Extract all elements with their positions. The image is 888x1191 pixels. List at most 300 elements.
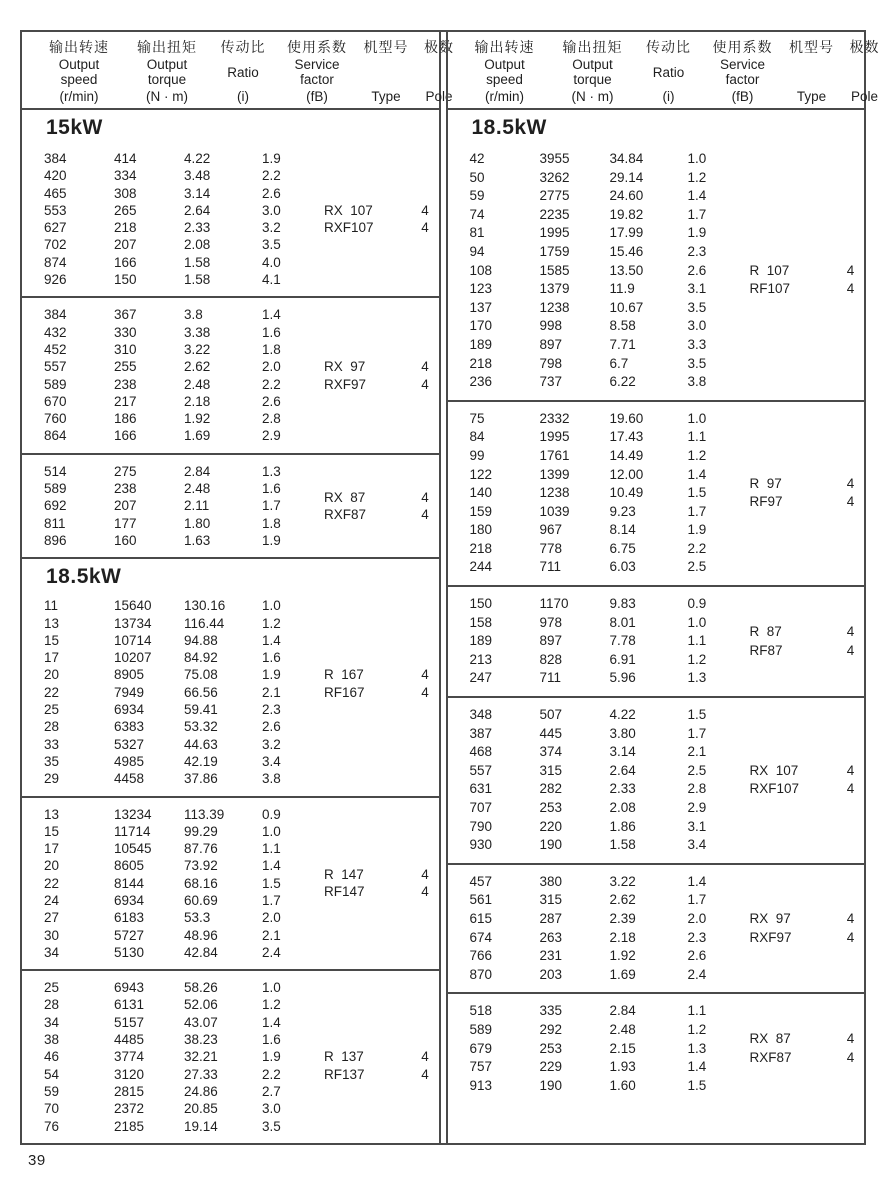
cell-ratio: 52.06 [184,997,218,1013]
cell-ratio: 3.14 [184,185,211,201]
table-row [22,341,439,358]
cell-service-factor: 1.0 [687,614,707,630]
cell-output-speed: 218 [469,355,493,371]
table-row [22,427,439,444]
cell-service-factor: 1.0 [687,151,707,166]
table-row [448,540,865,559]
cell-output-torque: 5727 [114,927,145,943]
cell-service-factor: 1.3 [262,463,281,479]
cell-type: RF147 [324,884,365,900]
cell-output-speed: 760 [44,411,67,427]
cell-service-factor: 1.9 [262,151,281,166]
cell-output-speed: 384 [44,307,67,323]
cell-output-torque: 1170 [539,596,569,612]
cell-output-torque: 11714 [114,823,151,839]
cell-ratio: 5.96 [609,670,636,686]
table-row [448,873,865,892]
type-line [324,1066,440,1083]
cell-pole: 4 [846,1049,855,1065]
cell-output-speed: 170 [469,318,493,334]
type-line [324,489,440,506]
table-row [448,1002,865,1021]
cell-output-speed: 561 [469,892,493,908]
cell-ratio: 8.14 [609,522,636,538]
cell-output-speed: 702 [44,237,67,253]
cell-ratio: 53.3 [184,910,211,926]
cell-ratio: 2.33 [609,781,636,797]
cell-pole: 4 [421,1049,429,1065]
cell-output-speed: 150 [469,596,493,612]
type-line [750,1030,866,1049]
header-label-en: Type [796,89,827,104]
cell-ratio: 42.84 [184,944,218,960]
cell-type: RX 87 [324,489,366,505]
cell-ratio: 1.69 [609,966,636,982]
type-line [324,1048,440,1065]
cell-service-factor: 2.4 [262,944,281,960]
type-line [324,202,440,219]
cell-ratio: 66.56 [184,684,218,700]
cell-service-factor: 2.2 [262,376,281,392]
cell-service-factor: 1.5 [262,875,281,891]
header-unit: (r/min) [59,89,99,104]
cell-output-torque: 166 [114,254,137,270]
cell-type: RXF87 [749,1049,792,1065]
cell-ratio: 4.22 [184,151,211,166]
cell-ratio: 3.14 [609,744,636,760]
table-row [22,1014,439,1031]
table-row [448,595,865,614]
cell-output-speed: 247 [469,670,493,686]
cell-service-factor: 1.7 [262,498,281,514]
header-unit: (N · m) [571,89,614,104]
header-label-zh: 极数 [424,39,454,55]
cell-pole: 4 [421,359,429,375]
cell-output-speed: 468 [469,744,493,760]
cell-ratio: 2.48 [609,1021,636,1037]
cell-output-torque: 253 [539,800,563,815]
cell-output-torque: 6943 [114,980,145,996]
cell-output-torque: 10207 [114,650,152,666]
cell-service-factor: 2.3 [687,243,707,259]
table-row [448,669,865,688]
table-row [22,770,439,787]
cell-service-factor: 1.1 [687,429,707,445]
cell-ratio: 1.69 [184,428,211,444]
table-row [448,243,865,262]
type-line [750,762,866,781]
table-row [448,947,865,966]
cell-ratio: 11.9 [609,281,635,297]
page-number: 39 [28,1152,46,1169]
cell-output-speed: 874 [44,254,67,270]
cell-output-speed: 15 [44,632,60,648]
cell-output-speed: 34 [44,944,60,960]
header-label-en [712,57,774,87]
header-label-en [227,57,259,87]
cell-ratio: 130.16 [184,598,226,614]
cell-output-torque: 8605 [114,858,145,874]
cell-ratio: 3.22 [609,873,636,889]
table-group [448,585,865,696]
table-row [448,558,865,577]
cell-output-torque: 828 [539,651,563,667]
header-column [278,38,356,106]
cell-output-speed: 15 [44,823,60,839]
cell-service-factor: 2.0 [687,910,707,926]
cell-ratio: 29.14 [609,169,644,185]
cell-service-factor: 0.9 [687,596,707,612]
table-row [448,836,865,855]
cell-output-torque: 330 [114,324,137,340]
cell-output-torque: 282 [539,781,563,797]
cell-type: R 137 [324,1049,364,1065]
type-line [750,929,866,948]
cell-ratio: 32.21 [184,1049,218,1065]
header-label-en-text: Service factor [294,57,340,87]
table-row [448,1077,865,1096]
cell-pole: 4 [846,781,855,797]
cell-output-speed: 28 [44,719,60,735]
cell-pole: 4 [421,884,429,900]
cell-output-torque: 10545 [114,841,152,857]
header-label-en: Pole [425,89,453,104]
cell-service-factor: 3.0 [687,318,707,334]
cell-ratio: 2.18 [609,929,636,945]
cell-output-torque: 335 [539,1003,563,1019]
cell-output-torque: 967 [539,522,563,538]
header-label-zh: 输出转速 [474,39,535,55]
type-line [750,623,866,642]
section-heading: 15kW [46,116,103,139]
cell-ratio: 2.62 [609,892,636,908]
cell-ratio: 1.92 [184,411,211,427]
table-group [448,992,865,1103]
table-row [22,944,439,961]
cell-output-speed: 22 [44,875,60,891]
cell-output-speed: 627 [44,220,67,236]
cell-service-factor: 3.1 [687,818,707,834]
cell-output-torque: 1761 [539,447,570,463]
cell-output-torque: 2372 [114,1101,145,1117]
cell-service-factor: 1.0 [262,823,281,839]
table-row [22,597,439,614]
cell-output-torque: 166 [114,428,137,444]
cell-ratio: 116.44 [184,615,225,631]
table-row [448,891,865,910]
header-label-en [474,57,536,87]
cell-type: R 147 [324,867,364,883]
cell-output-speed: 29 [44,771,60,787]
cell-service-factor: 1.6 [262,650,281,666]
cell-pole: 4 [846,475,855,491]
cell-ratio: 4.22 [609,707,636,723]
cell-output-torque: 507 [539,707,563,723]
cell-output-torque: 190 [539,837,563,853]
cell-ratio: 2.84 [609,1003,636,1019]
cell-service-factor: 3.1 [687,281,707,297]
table-group [448,142,865,400]
cell-ratio: 19.14 [184,1118,218,1134]
cell-service-factor: 3.0 [262,1101,281,1117]
cell-output-speed: 670 [44,393,67,409]
cell-service-factor: 3.5 [262,237,281,253]
cell-output-torque: 4485 [114,1032,145,1048]
cell-service-factor: 1.2 [262,997,281,1013]
cell-output-torque: 8905 [114,667,145,683]
cell-pole: 4 [421,202,429,218]
table-row [448,818,865,837]
type-block [324,666,440,701]
cell-service-factor: 1.5 [687,1077,707,1093]
cell-output-speed: 94 [469,243,485,259]
cell-output-torque: 265 [114,202,137,218]
header-label-en-text: Output speed [58,57,100,87]
cell-output-speed: 896 [44,532,67,548]
cell-service-factor: 0.9 [262,806,281,822]
cell-service-factor: 3.5 [262,1118,281,1134]
type-block [324,358,440,393]
cell-output-speed: 870 [469,966,493,982]
cell-service-factor: 2.1 [262,684,281,700]
type-line [750,1049,866,1068]
table-row [22,1118,439,1135]
header-label-zh: 传动比 [220,39,266,55]
cell-ratio: 20.85 [184,1101,218,1117]
cell-output-torque: 310 [114,341,137,357]
spec-table-right-half [446,32,880,1143]
cell-ratio: 9.83 [609,596,636,612]
table-row [22,271,439,288]
table-row [22,840,439,857]
cell-output-speed: 123 [469,281,493,297]
header-unit: (r/min) [485,89,524,104]
cell-ratio: 2.11 [184,498,210,514]
cell-output-torque: 1238 [539,485,570,501]
cell-output-torque: 238 [114,376,137,392]
cell-service-factor: 3.2 [262,736,281,752]
type-block [324,489,440,524]
cell-output-torque: 3955 [539,151,570,166]
cell-output-torque: 374 [539,744,563,760]
cell-output-speed: 13 [44,806,60,822]
cell-ratio: 2.48 [184,376,211,392]
header-column [552,38,634,106]
header-column [356,38,416,106]
type-line [750,493,866,512]
cell-output-speed: 811 [44,515,66,531]
cell-pole: 4 [421,376,429,392]
cell-service-factor: 1.2 [687,447,707,463]
cell-output-torque: 10714 [114,632,152,648]
cell-type: R 97 [749,475,782,491]
cell-output-torque: 207 [114,237,137,253]
type-line [750,910,866,929]
cell-output-torque: 1759 [539,243,570,259]
cell-output-torque: 1238 [539,299,570,315]
cell-ratio: 1.58 [609,837,636,853]
cell-service-factor: 1.9 [262,532,281,548]
cell-output-speed: 189 [469,633,493,649]
cell-service-factor: 4.0 [262,254,281,270]
cell-output-speed: 84 [469,429,485,445]
table-group [448,696,865,863]
cell-service-factor: 1.0 [262,980,281,996]
cell-ratio: 42.19 [184,753,218,769]
cell-service-factor: 1.8 [262,341,281,357]
cell-output-torque: 315 [539,762,563,778]
cell-output-speed: 913 [469,1077,493,1093]
cell-output-speed: 679 [469,1040,493,1056]
type-block [750,623,866,660]
header-label-zh: 极数 [849,39,880,55]
type-line [324,666,440,683]
table-row [22,236,439,253]
cell-ratio: 17.43 [609,429,644,445]
cell-output-speed: 108 [469,262,493,278]
cell-output-speed: 22 [44,684,60,700]
table-body-left [22,110,439,1143]
cell-ratio: 7.78 [609,633,636,649]
table-group [22,969,439,1143]
cell-service-factor: 3.4 [262,753,281,769]
cell-ratio: 1.92 [609,948,636,964]
cell-pole: 4 [846,929,855,945]
cell-service-factor: 2.6 [687,948,707,964]
table-row [22,701,439,718]
cell-service-factor: 1.9 [687,225,707,241]
cell-ratio: 2.15 [609,1040,636,1056]
type-line [324,684,440,701]
header-label-en-text: Output torque [146,57,188,87]
cell-output-torque: 218 [114,220,137,236]
cell-output-speed: 420 [44,168,67,184]
cell-output-speed: 70 [44,1101,60,1117]
cell-service-factor: 2.8 [262,411,281,427]
cell-type: RX 107 [324,202,373,218]
cell-service-factor: 2.1 [262,927,281,943]
cell-output-torque: 13234 [114,806,152,822]
cell-ratio: 113.39 [184,806,225,822]
cell-pole: 4 [846,642,855,658]
cell-ratio: 13.50 [609,262,644,278]
cell-ratio: 15.46 [609,243,644,259]
cell-service-factor: 1.4 [687,1059,707,1075]
table-row [22,615,439,632]
cell-service-factor: 2.7 [262,1083,281,1099]
cell-output-torque: 6934 [114,702,145,718]
cell-ratio: 6.75 [609,540,636,556]
header-label-zh: 使用系数 [712,39,773,55]
cell-output-torque: 150 [114,272,137,288]
table-row [448,224,865,243]
cell-type: RF167 [324,684,365,700]
cell-output-speed: 514 [44,463,67,479]
header-label-zh: 传动比 [646,39,691,55]
cell-ratio: 6.91 [609,651,636,667]
header-label-en [286,57,348,87]
cell-output-torque: 229 [539,1059,563,1075]
cell-pole: 4 [421,867,429,883]
cell-ratio: 24.60 [609,188,644,204]
cell-ratio: 73.92 [184,858,218,874]
cell-ratio: 34.84 [609,151,644,166]
table-row [448,206,865,225]
header-unit: (i) [662,89,675,104]
cell-output-torque: 998 [539,318,563,334]
cell-output-torque: 253 [539,1040,563,1056]
cell-ratio: 14.49 [609,447,644,463]
cell-output-speed: 30 [44,927,60,943]
cell-output-torque: 5327 [114,736,145,752]
table-row [448,966,865,985]
cell-output-speed: 518 [469,1003,493,1019]
cell-output-torque: 315 [539,892,563,908]
cell-output-torque: 737 [539,374,563,390]
cell-service-factor: 2.0 [262,359,281,375]
cell-service-factor: 1.4 [687,188,707,204]
cell-ratio: 3.38 [184,324,211,340]
cell-service-factor: 2.9 [262,428,281,444]
header-label-en-text: Output torque [572,57,613,87]
cell-output-speed: 348 [469,707,493,723]
table-row [22,909,439,926]
table-header [448,32,880,110]
cell-ratio: 2.62 [184,359,211,375]
table-row [22,996,439,1013]
cell-service-factor: 1.2 [687,1021,707,1037]
table-group [22,142,439,296]
cell-service-factor: 1.7 [687,892,707,908]
cell-output-speed: 244 [469,559,493,575]
cell-output-speed: 589 [469,1021,493,1037]
cell-service-factor: 1.1 [687,1003,707,1019]
cell-output-torque: 2775 [539,188,570,204]
cell-output-torque: 414 [114,151,137,166]
cell-output-speed: 180 [469,522,493,538]
cell-ratio: 19.60 [609,410,644,426]
header-label-en: Pole [850,89,879,104]
cell-output-speed: 218 [469,540,493,556]
table-row [22,753,439,770]
cell-ratio: 3.8 [184,307,203,323]
cell-service-factor: 1.3 [687,670,707,686]
cell-type: R 87 [749,623,782,639]
table-row [22,410,439,427]
type-block [750,910,866,947]
type-line [750,780,866,799]
cell-output-speed: 137 [469,299,493,315]
cell-ratio: 75.08 [184,667,218,683]
cell-output-torque: 13734 [114,615,152,631]
cell-service-factor: 1.4 [262,632,281,648]
cell-type: RX 97 [749,910,791,926]
cell-service-factor: 1.7 [687,503,707,519]
header-column [782,38,842,106]
cell-service-factor: 1.9 [687,522,707,538]
cell-output-torque: 238 [114,481,137,497]
cell-output-torque: 6183 [114,910,145,926]
cell-ratio: 1.93 [609,1059,636,1075]
cell-service-factor: 3.0 [262,202,281,218]
cell-output-speed: 33 [44,736,60,752]
table-row [448,169,865,188]
cell-service-factor: 2.6 [262,719,281,735]
cell-service-factor: 2.9 [687,800,707,815]
cell-output-speed: 17 [44,841,60,857]
cell-output-speed: 926 [44,272,67,288]
type-line [324,866,440,883]
